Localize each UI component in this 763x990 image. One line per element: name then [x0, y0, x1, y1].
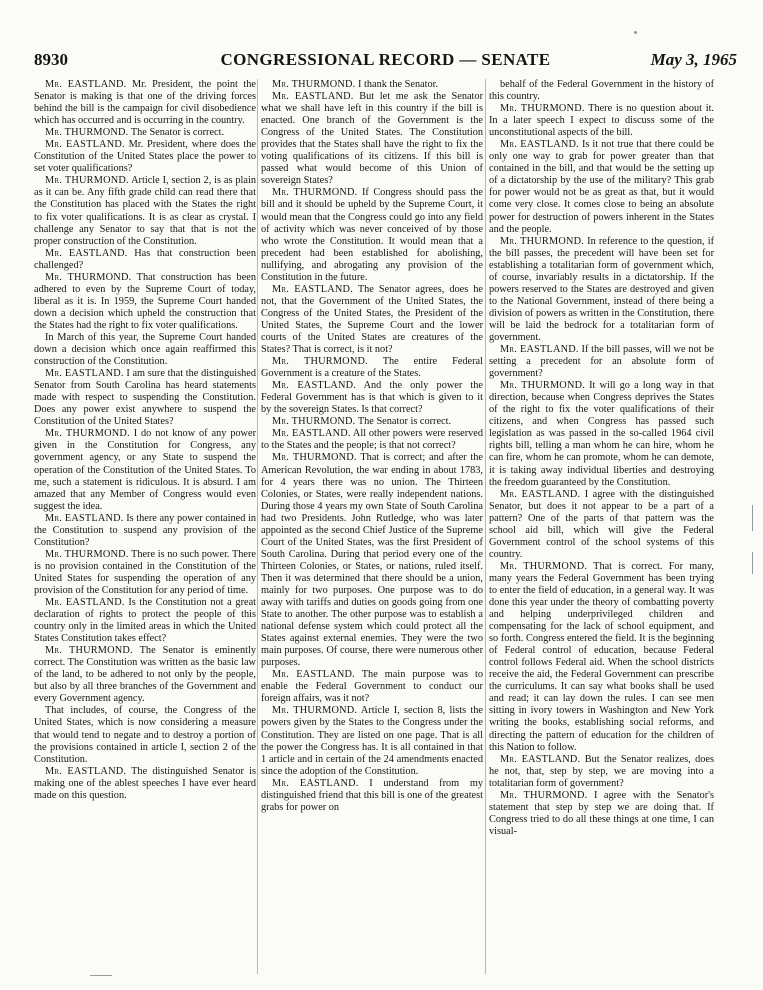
speaker-name: Mr. THURMOND. [500, 560, 588, 572]
column-divider [485, 79, 486, 974]
paragraph [261, 187, 483, 283]
paragraph-text: behalf of the Federal Government in the history of this country. [489, 79, 714, 103]
paragraph [34, 705, 256, 765]
paragraph [34, 549, 256, 597]
paragraph-text: Is it not true that there could be only one way to grab for power greater than that contained in the bill, and that would be the setting up of a dictatorship by the use of the military? This grab for power would not be as great as that, but it would come very close. It comes close to being an absolute power for destruction of powers inherent in the States and the people. [489, 139, 714, 235]
paragraph [489, 561, 714, 754]
paragraph-text: Has that construction been challenged? [34, 247, 256, 271]
paragraph-text: That construction has been adhered to even by the Supreme Court of today, liberal as it is. In 1959, the Supreme Court handed down a decision which upheld the construction that the States had the right to fix voter qualifications. [34, 271, 256, 331]
paragraph-text: I agree with the Senator's statement that step by step we are doing that. If Congress tried to do all these things at one time, I can visual- [489, 789, 714, 837]
paragraph [34, 79, 256, 127]
paragraph-text: The Senator is correct. [357, 416, 452, 428]
paragraph [261, 778, 483, 814]
page-number: 8930 [34, 50, 68, 69]
speaker-name: Mr. THURMOND. [272, 452, 357, 464]
speaker-name: Mr. EASTLAND. [45, 247, 128, 259]
paragraph [34, 645, 256, 705]
speaker-name: Mr. THURMOND. [272, 187, 358, 199]
paragraph [34, 597, 256, 645]
paragraph [34, 175, 256, 247]
paragraph-text: And the only power the Federal Government has is that which is given to it by the sovereign States. Is that correct? [261, 380, 483, 416]
paragraph [34, 513, 256, 549]
paragraph [261, 79, 483, 91]
speaker-name: Mr. THURMOND. [45, 645, 133, 657]
paragraph-text: The entire Federal Government is a creature of the States. [261, 356, 483, 380]
speaker-name: Mr. THURMOND. [45, 548, 129, 560]
paragraph [489, 79, 714, 103]
speaker-name: Mr. EASTLAND. [500, 139, 579, 151]
paragraph-text: Is there any power contained in the Constitution to suspend any provision of the Constitution? [34, 512, 256, 548]
paragraph [261, 428, 483, 452]
speaker-name: Mr. THURMOND. [500, 103, 585, 115]
paragraph-text: That is correct. For many, many years the Federal Government has been trying to enter the field of education, in a general way. It was done this year under the theory of combatting poverty and helping underprivileged children and compensating for the lack of school equipment, and so forth. Congress entered the field. It is the beginning of Federal control of education, because Federal control follows Federal aid. When the school districts receive the aid, the Federal Government can prescribe the curriculums. It can say what books shall be used and read; it can lay down the rules. I can see men sitting in ivory towers in Washington and New York writing the books, establishing social reforms, and directing the pattern of education for the children of this Nation to follow. [489, 560, 715, 753]
paragraph-text: If the bill passes, will we not be setting a precedent for an absolute form of government? [489, 344, 714, 380]
speaker-name: Mr. EASTLAND. [272, 669, 355, 681]
paragraph-text: If Congress should pass the bill and it should be upheld by the Supreme Court, it would mean that the Congress could go into any field of activity which was never conceived of by those who wrote the Constitution. It would mean that a precedent had been established for abolishing, nullifying, and abrogating any provision of the Constitution in the future. [261, 187, 483, 283]
paragraph-text: I agree with the distinguished Senator, but does it not appear to be a part of a pattern? One of the parts of that pattern was the school aid bill, which will give the Federal Government control of the school systems of this country. [489, 488, 714, 560]
paragraph-text: That includes, of course, the Congress of the United States, which is now considering a measure that would tend to negate and to destroy a portion of the provisions contained in article I, section 2 of the Constitution. [34, 705, 256, 765]
paragraph [261, 284, 483, 356]
speaker-name: Mr. THURMOND. [500, 789, 588, 801]
speaker-name: Mr. EASTLAND. [272, 777, 359, 789]
paragraph [261, 669, 483, 705]
paragraph-text: The Senator is correct. [130, 127, 225, 139]
speaker-name: Mr. EASTLAND. [500, 488, 581, 500]
speaker-name: Mr. EASTLAND. [272, 428, 351, 440]
paragraph [34, 766, 256, 802]
speaker-name: Mr. THURMOND. [272, 79, 356, 90]
paragraph-text: Mr. President, where does the Constitution of the United States place the power to set voter qualifications? [34, 139, 256, 175]
paragraph [489, 754, 714, 790]
paragraph-text: But the Senator realizes, does he not, that, step by step, we are moving into a totalitarian form of government? [489, 753, 714, 789]
paragraph [261, 380, 483, 416]
paragraph [489, 103, 714, 139]
paragraph-text: All other powers were reserved to the States and the people; is that not correct? [261, 428, 483, 452]
paragraph-text: There is no such power. There is no provision contained in the Constitution of the United States for suspending the operation of any provision of the Constitution for any period of time. [34, 548, 256, 596]
paragraph [34, 368, 256, 428]
paragraph-text: That is correct; and after the American Revolution, the war ending in about 1783, for 4 years there was no union. The Thirteen Colonies, or States, were really independent nations. During those 4 years my own State of South Carolina had two Presidents. John Rutledge, who was later appointed as the second Chief Justice of the Supreme Court of the United States, was the first President of South Carolina. During that period every one of the Thirteen Colonies, or States, or nations, ruled itself. Then it was determined that there should be a union, mainly for two purposes. One purpose was to do away with tariffs and duties on goods going from one State to another. The other purpose was to establish a national defense system which could protect all the States against external enemies. They were the two main purposes. Of course, there were numerous other purposes. [261, 452, 484, 669]
speaker-name: Mr. EASTLAND. [45, 765, 127, 777]
paragraph [261, 452, 483, 669]
speaker-name: Mr. THURMOND. [45, 428, 130, 440]
speaker-name: Mr. EASTLAND. [272, 380, 357, 392]
paragraph [34, 332, 256, 368]
paragraph [261, 91, 483, 187]
paragraph-text: In March of this year, the Supreme Court handed down a decision which once again reaffirmed this construction of the Constitution. [34, 331, 256, 368]
paragraph-text: In reference to the question, if the bill passes, the precedent will have been set for establishing a totalitarian form of government which, of course, invariably results in a dictatorship. If the powers reserved to the States are destroyed and given to the National Government, instead of there being a division of powers as written in the Constitution, there will be laid the bedrock for a totalitarian form of government. [489, 235, 714, 343]
paragraph [34, 127, 256, 139]
speaker-name: Mr. THURMOND. [272, 416, 356, 428]
column-divider [257, 79, 258, 974]
text-column-1 [34, 79, 256, 802]
scan-mark [752, 552, 753, 574]
paragraph-text: Mr. President, the point the Senator is making is that one of the driving forces behind the bill is the campaign for civil disobedience which has occurred and is occurring in the country. [34, 79, 256, 127]
paragraph-text: Article I, section 2, is as plain as it can be. Any fifth grade child can read there that the Constitution has placed with the States the right to fix voter qualifications. It is as clear as crystal. I challenge any Senator to say that that is not the proper construction of the Constitution. [34, 175, 256, 247]
paragraph [489, 790, 714, 838]
paragraph-text: I do not know of any power given in the Constitution for Congress, any government agency, or any State to suspend the operation of the Constitution of the United States. To me, such a statement is ridiculous. It is absurd. I am amazed that any Member of Congress would even suggest the idea. [34, 428, 256, 512]
speaker-name: Mr. EASTLAND. [45, 139, 125, 151]
paragraph-text: Article I, section 8, lists the powers given by the States to the Congress under the Constitution. They are listed on one page. That is all the power the Congress has. It is all contained in that 1 article and in certain of the 24 amendments enacted since the adoption of the Constitution. [261, 705, 483, 777]
paragraph [34, 428, 256, 512]
paragraph [34, 272, 256, 332]
speaker-name: Mr. THURMOND. [45, 175, 129, 187]
publication-title: CONGRESSIONAL RECORD — SENATE [220, 50, 551, 69]
paragraph-text: The main purpose was to enable the Federal Government to conduct our foreign affairs, was it not? [261, 669, 483, 705]
paragraph-text: The Senator agrees, does he not, that the Government of the United States, the Congress of the United States, the President of the United States, the Supreme Court and the lower courts of the United States are creatures of the States? That is correct, is it not? [261, 283, 483, 356]
page-date: May 3, 1965 [650, 50, 737, 69]
speaker-name: Mr. THURMOND. [45, 271, 132, 283]
paragraph [34, 248, 256, 272]
page-header [34, 50, 737, 74]
paragraph-text: Is the Constitution not a great declaration of rights to protect the people of this country only in the limited areas in which the United States Constitution takes effect? [34, 597, 256, 645]
scan-mark [634, 31, 637, 34]
paragraph-text: I understand from my distinguished friend that this bill is one of the greatest grabs for power on [261, 777, 483, 813]
speaker-name: Mr. THURMOND. [500, 235, 585, 247]
speaker-name: Mr. THURMOND. [272, 356, 368, 368]
paragraph [489, 236, 714, 344]
speaker-name: Mr. EASTLAND. [45, 79, 127, 90]
paragraph [489, 139, 714, 235]
paragraph [261, 705, 483, 777]
speaker-name: Mr. THURMOND. [500, 380, 585, 392]
paragraph-text: The Senator is eminently correct. The Constitution was written as the basic law of the land, to be adhered to not only by the people, but also by all three branches of the Government and every Government agency. [34, 645, 256, 705]
paragraph-text: The distinguished Senator is making one of the ablest speeches I have ever heard made on this question. [34, 765, 256, 801]
paragraph-text: I am sure that the distinguished Senator from South Carolina has heard statements made with respect to suspending the Constitution. Does any power exist anywhere to suspend the Constitution of the United States? [34, 368, 256, 428]
paragraph-text: But let me ask the Senator what we shall have left in this country if the bill is enacted. One branch of the Government is the Congress of the United States. The Constitution provides that the States shall have the right to fix the voting qualifications of its citizens. If this bill is passed what would become of this Union of sovereign States? [261, 91, 483, 187]
speaker-name: Mr. EASTLAND. [45, 597, 125, 609]
speaker-name: Mr. EASTLAND. [45, 512, 124, 524]
paragraph [261, 416, 483, 428]
text-column-3 [489, 79, 714, 838]
paragraph [34, 139, 256, 175]
speaker-name: Mr. THURMOND. [45, 127, 129, 139]
paragraph-text: It will go a long way in that direction, because when Congress deprives the States of the right to fix the voter qualifications of their citizens, and when Congress has passed such legislation as was passed in the so-called 1964 civil rights bill, telling a man whom he can hire, whom he can fire, whom he can promote, whom he can demote, it is taking away individual liberties and destroying the freedom guaranteed by the Constitution. [489, 380, 714, 488]
speaker-name: Mr. THURMOND. [272, 705, 358, 717]
speaker-name: Mr. EASTLAND. [272, 91, 354, 103]
speaker-name: Mr. EASTLAND. [45, 368, 124, 380]
speaker-name: Mr. EASTLAND. [500, 344, 579, 356]
speaker-name: Mr. EASTLAND. [272, 283, 353, 295]
scan-mark [90, 975, 112, 976]
paragraph [489, 344, 714, 380]
speaker-name: Mr. EASTLAND. [500, 753, 581, 765]
paragraph [489, 489, 714, 561]
paragraph [489, 380, 714, 488]
paragraph [261, 356, 483, 380]
paragraph-text: I thank the Senator. [358, 79, 439, 90]
text-column-2 [261, 79, 483, 814]
scan-mark [752, 505, 753, 531]
paragraph-text: There is no question about it. In a later speech I expect to discuss some of the unconstitutional aspects of the bill. [489, 103, 715, 139]
